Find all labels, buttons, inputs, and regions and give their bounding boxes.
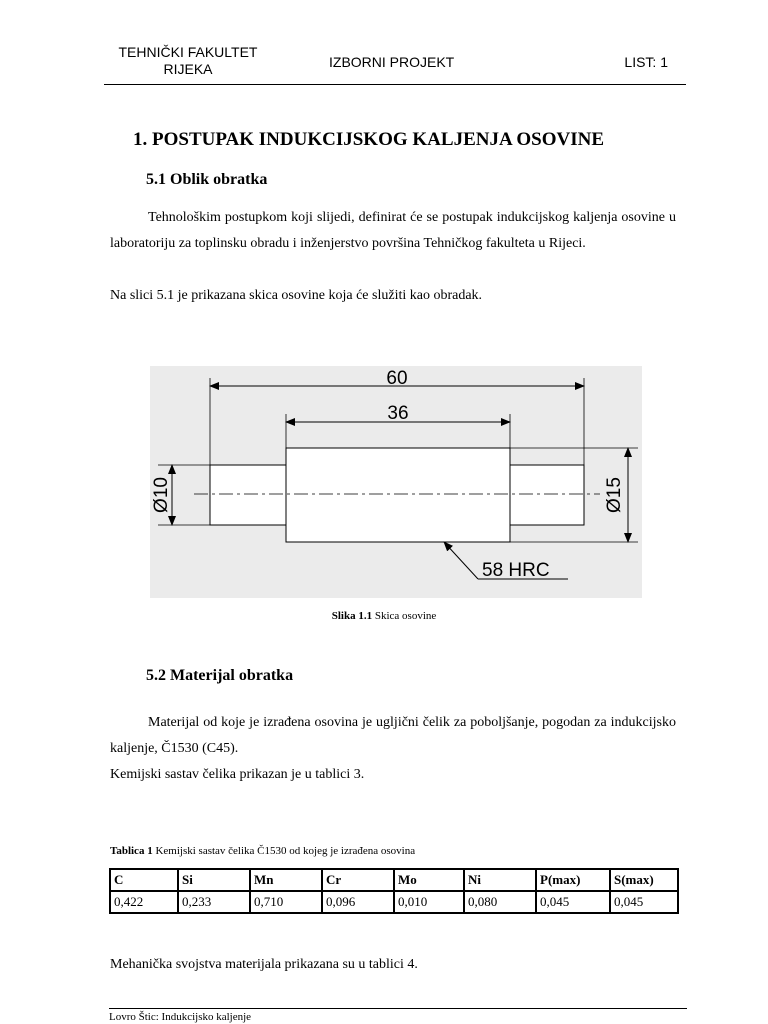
table-header-cell: P(max) — [536, 869, 610, 891]
shaft-drawing — [150, 366, 642, 598]
table-cell: 0,422 — [110, 891, 178, 913]
shaft-sketch-figure — [150, 366, 642, 598]
page-footer: Lovro Štic: Indukcijsko kaljenje — [109, 1008, 687, 1023]
header-faculty: TEHNIČKI FAKULTET — [118, 44, 258, 60]
table-caption-text: Kemijski sastav čelika Č1530 od kojeg je izrađena osovina — [152, 845, 416, 857]
shaft-middle-section — [286, 448, 510, 542]
shaft-right-journal — [510, 465, 584, 525]
table-cell: 0,045 — [610, 891, 678, 913]
table-caption — [110, 845, 415, 857]
chemical-composition-table — [109, 868, 679, 914]
section1-paragraph-text: Tehnološkim postupkom koji slijedi, definirat će se postupak indukcijskog kaljenja osovine u laboratoriju za toplinsku obradu i inženjerstvo površina Tehničkog fakulteta u Rijeci. — [110, 210, 676, 251]
table-caption-number: Tablica 1 — [110, 845, 153, 857]
header-sheet-number: LIST: 1 — [624, 54, 668, 70]
table-cell: 0,010 — [394, 891, 464, 913]
table-cell: 0,080 — [464, 891, 536, 913]
table-header-cell: Ni — [464, 869, 536, 891]
table-header-cell: Si — [178, 869, 250, 891]
section1-paragraph — [110, 205, 676, 257]
table-header-cell: Mn — [250, 869, 322, 891]
hardness-label: 58 HRC — [482, 560, 550, 581]
figure-caption-text: Skica osovine — [372, 610, 437, 622]
table-header-cell: Cr — [322, 869, 394, 891]
table-cell: 0,233 — [178, 891, 250, 913]
table-header-cell: Mo — [394, 869, 464, 891]
shaft-left-journal — [210, 465, 286, 525]
dimension-left-diameter-label: Ø10 — [151, 477, 172, 513]
section1-figure-reference: Na slici 5.1 je prikazana skica osovine koja će služiti kao obradak. — [110, 288, 483, 303]
dimension-total-label: 60 — [386, 368, 408, 389]
table-cell: 0,096 — [322, 891, 394, 913]
section2-table-reference: Kemijski sastav čelika prikazan je u tablici 3. — [110, 767, 365, 782]
section2-paragraph — [110, 710, 676, 762]
dimension-middle-label: 36 — [387, 403, 409, 424]
header-city: RIJEKA — [163, 61, 213, 77]
header-institution — [104, 44, 272, 78]
dimension-right-diameter-label: Ø15 — [604, 477, 625, 513]
table-header-cell: S(max) — [610, 869, 678, 891]
table-cell: 0,710 — [250, 891, 322, 913]
table-header-cell: C — [110, 869, 178, 891]
header-project: IZBORNI PROJEKT — [329, 54, 455, 70]
closing-line: Mehanička svojstva materijala prikazana su u tablici 4. — [110, 957, 418, 972]
table-cell: 0,045 — [536, 891, 610, 913]
page-header — [104, 42, 686, 85]
section-heading-material: 5.2 Materijal obratka — [146, 667, 294, 684]
figure-caption — [0, 610, 768, 622]
table-row — [110, 891, 678, 913]
chapter-title: 1. POSTUPAK INDUKCIJSKOG KALJENJA OSOVINE — [133, 129, 605, 150]
section2-paragraph-text: Materijal od koje je izrađena osovina je ugljični čelik za poboljšanje, pogodan za indukcijsko kaljenje, Č1530 (C45). — [110, 715, 676, 756]
table-header-row — [110, 869, 678, 891]
section-heading-workpiece-shape: 5.1 Oblik obratka — [146, 171, 268, 188]
hardness-leader-line — [444, 542, 478, 579]
figure-caption-number: Slika 1.1 — [331, 610, 373, 622]
